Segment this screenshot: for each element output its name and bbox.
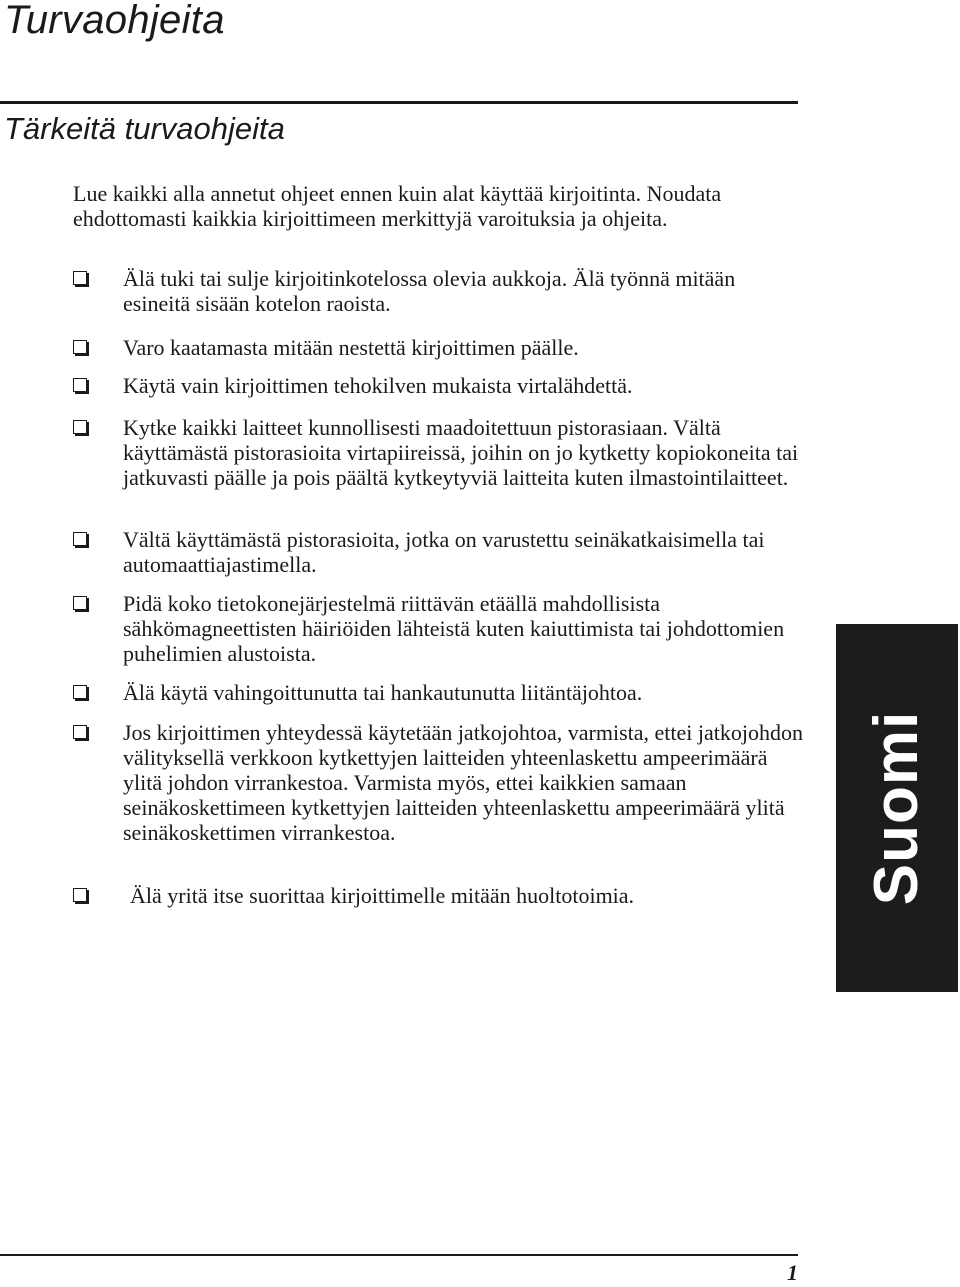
checkbox-square-icon	[73, 725, 87, 739]
section-divider	[0, 101, 798, 104]
checkbox-square-icon	[73, 271, 87, 285]
list-item-text: Jos kirjoittimen yhteydessä käytetään jatkojohtoa, varmista, ettei jatkojohdon välityksellä verkkoon kytkettyjen laitteiden yhteenlaskettu ampeerimäärä ylitä johdon virrankestoa. Varmista myös, ettei kaikkien samaan seinäkoskettimeen kytkettyjen laitteiden yhteenlaskettu ampeerimäärä ylitä seinäkoskettimen virrankestoa.	[123, 720, 804, 845]
page-number: 1	[787, 1260, 798, 1285]
checkbox-square-icon	[73, 532, 87, 546]
intro-paragraph: Lue kaikki alla annetut ohjeet ennen kuin alat käyttää kirjoitinta. Noudata ehdottomasti kaikkia kirjoittimeen merkittyjä varoituksia ja ohjeita.	[73, 181, 722, 231]
page-title: Turvaohjeita	[4, 0, 225, 42]
footer-divider	[0, 1254, 798, 1256]
checkbox-square-icon	[73, 378, 87, 392]
list-item-text: Älä tuki tai sulje kirjoitinkotelossa olevia aukkoja. Älä työnnä mitään esineitä sisään kotelon raoista.	[123, 266, 736, 316]
section-heading: Tärkeitä turvaohjeita	[4, 111, 285, 146]
list-item-text: Kytke kaikki laitteet kunnollisesti maadoitettuun pistorasiaan. Vältä käyttämästä pistorasioita virtapiireissä, joihin on jo kytketty kopiokoneita tai jatkuvasti päälle ja pois päältä kytkeytyviä laitteita kuten ilmastointilaitteet.	[123, 415, 799, 490]
list-item-text: Vältä käyttämästä pistorasioita, jotka on varustettu seinäkatkaisimella tai automaattiajastimella.	[123, 527, 765, 577]
list-item-text: Älä yritä itse suorittaa kirjoittimelle mitään huoltotoimia.	[130, 883, 635, 908]
list-item-text: Käytä vain kirjoittimen tehokilven mukaista virtalähdettä.	[123, 373, 633, 398]
checkbox-square-icon	[73, 685, 87, 699]
checkbox-square-icon	[73, 596, 87, 610]
list-item-text: Älä käytä vahingoittunutta tai hankautunutta liitäntäjohtoa.	[123, 680, 643, 705]
language-tab-label: Suomi	[862, 710, 931, 906]
checkbox-square-icon	[73, 420, 87, 434]
checkbox-square-icon	[73, 888, 87, 902]
list-item-text: Pidä koko tietokonejärjestelmä riittävän etäällä mahdollisista sähkömagneettisten häiriöiden lähteistä kuten kaiuttimista tai johdottomien puhelimien alustoista.	[123, 591, 785, 666]
language-side-tab	[836, 624, 958, 992]
checkbox-square-icon	[73, 340, 87, 354]
list-item-text: Varo kaatamasta mitään nestettä kirjoittimen päälle.	[123, 335, 579, 360]
